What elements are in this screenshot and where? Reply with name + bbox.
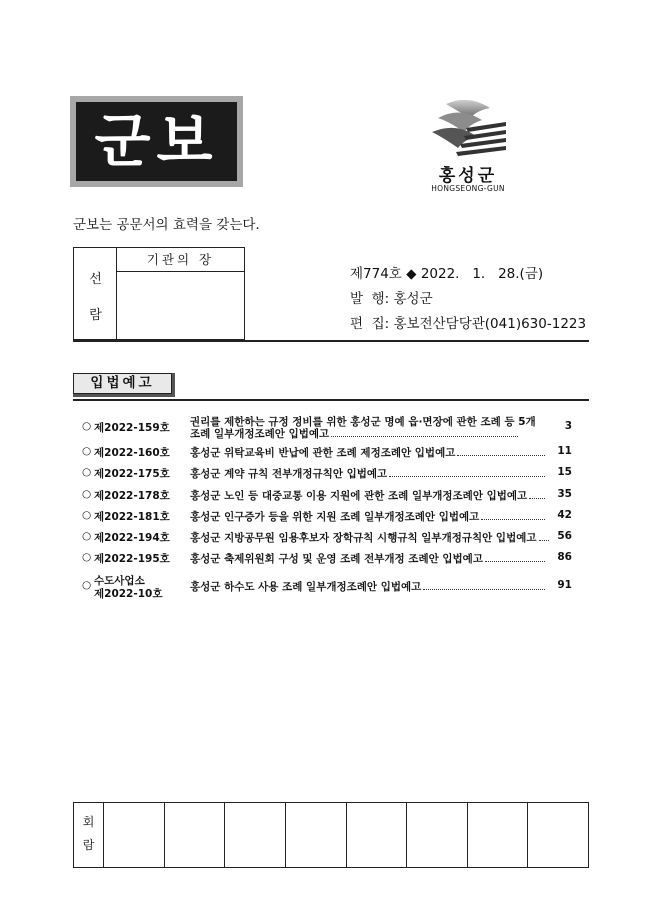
section-divider	[73, 399, 589, 401]
entry-number-line2: 제2022-10호	[94, 588, 163, 600]
publication-title-box	[70, 96, 243, 187]
entry-bullet: ○	[82, 466, 92, 478]
entry-number: 제2022-160호	[94, 447, 170, 459]
entry-title: 홍성군 노인 등 대중교통 이용 지원에 관한 조례 일부개정조례안 입법예고	[190, 490, 528, 502]
entry-bullet: ○	[82, 509, 92, 521]
circulation-cell	[104, 803, 165, 867]
entry-bullet: ○	[82, 551, 92, 563]
circulation-cell	[165, 803, 226, 867]
entry-page: 3	[564, 420, 572, 432]
header-divider	[73, 340, 589, 342]
editor-info: 편 집: 홍보전산담당관(041)630-1223	[350, 316, 587, 332]
entry-title: 홍성군 인구증가 등을 위한 지원 조례 일부개정조례안 입법예고	[190, 511, 480, 523]
entry-title: 홍성군 하수도 사용 조례 일부개정조례안 입법예고	[190, 581, 422, 593]
section-title-box	[73, 373, 175, 397]
entry-title: 홍성군 축제위원회 구성 및 운영 조례 전부개정 조례안 입법예고	[190, 553, 483, 565]
circulation-label-bottom: 람	[82, 838, 95, 852]
hongseong-emblem-icon	[430, 98, 506, 160]
entry-title: 홍성군 위탁교육비 반납에 관한 조례 제정조례안 입법예고	[190, 447, 456, 459]
review-label-top: 선	[89, 272, 102, 287]
entry-number: 제2022-194호	[94, 532, 170, 544]
entry-number-line1: 수도사업소	[94, 575, 145, 587]
entry-bullet: ○	[82, 579, 92, 591]
review-label-bottom: 람	[89, 308, 102, 323]
circulation-cell	[225, 803, 286, 867]
circulation-stamp-box	[73, 802, 589, 868]
entry-page: 35	[557, 488, 572, 500]
circulation-label	[74, 803, 104, 867]
entry-bullet: ○	[82, 445, 92, 457]
entry-number: 제2022-175호	[94, 468, 170, 480]
hongseong-logo	[418, 98, 508, 198]
entry-page: 86	[557, 551, 572, 563]
entry-page: 91	[557, 579, 572, 591]
entry-number: 제2022-195호	[94, 553, 170, 565]
review-label-column	[74, 248, 117, 339]
circulation-cell	[347, 803, 408, 867]
entry-page: 42	[557, 509, 572, 521]
toc-entry[interactable]	[82, 509, 572, 525]
entry-bullet: ○	[82, 420, 92, 432]
dot-leader	[331, 436, 518, 437]
toc-entry[interactable]	[82, 445, 572, 461]
toc-entry[interactable]	[82, 551, 572, 567]
agency-head-label: 기관의 장	[117, 248, 244, 272]
entry-number: 제2022-159호	[94, 422, 170, 434]
dot-leader	[481, 519, 545, 520]
circulation-cell	[528, 803, 588, 867]
entry-title: 홍성군 계약 규칙 전부개정규칙안 입법예고	[190, 468, 388, 480]
dot-leader	[389, 476, 545, 477]
entry-number: 제2022-178호	[94, 490, 170, 502]
circulation-cell	[468, 803, 529, 867]
legal-effect-notice: 군보는 공문서의 효력을 갖는다.	[73, 217, 260, 233]
dot-leader	[423, 589, 545, 590]
dot-leader	[457, 455, 545, 456]
toc-entry[interactable]	[82, 466, 572, 482]
section-title: 입법예고	[73, 373, 172, 394]
toc-entry[interactable]	[82, 573, 572, 601]
logo-romanized-name: HONGSEONG-GUN	[431, 184, 505, 193]
publication-title: 군보	[76, 102, 237, 181]
review-stamp-box	[73, 247, 245, 340]
toc-entry[interactable]	[82, 414, 572, 442]
entry-title-line1: 권리를 제한하는 규정 정비를 위한 홍성군 명예 읍·면장에 관한 조례 등 5개	[190, 416, 536, 428]
publisher-info: 발 행: 홍성군	[350, 291, 433, 307]
circulation-label-top: 회	[82, 815, 95, 829]
entry-title-line2: 조례 일부개정조례안 입법예고	[190, 428, 330, 440]
toc-entry[interactable]	[82, 530, 572, 546]
entry-bullet: ○	[82, 488, 92, 500]
entry-bullet: ○	[82, 530, 92, 542]
logo-name: 홍성군	[438, 166, 498, 186]
entry-page: 11	[557, 445, 572, 457]
entry-page: 15	[557, 466, 572, 478]
entry-page: 56	[557, 530, 572, 542]
circulation-cell	[286, 803, 347, 867]
entry-number: 제2022-181호	[94, 511, 170, 523]
entry-title: 홍성군 지방공무원 임용후보자 장학규칙 시행규칙 일부개정규칙안 입법예고	[190, 532, 537, 544]
toc-entry[interactable]	[82, 488, 572, 504]
circulation-cell	[407, 803, 468, 867]
issue-info: 제774호 ◆ 2022. 1. 28.(금)	[350, 266, 544, 282]
dot-leader	[485, 561, 545, 562]
